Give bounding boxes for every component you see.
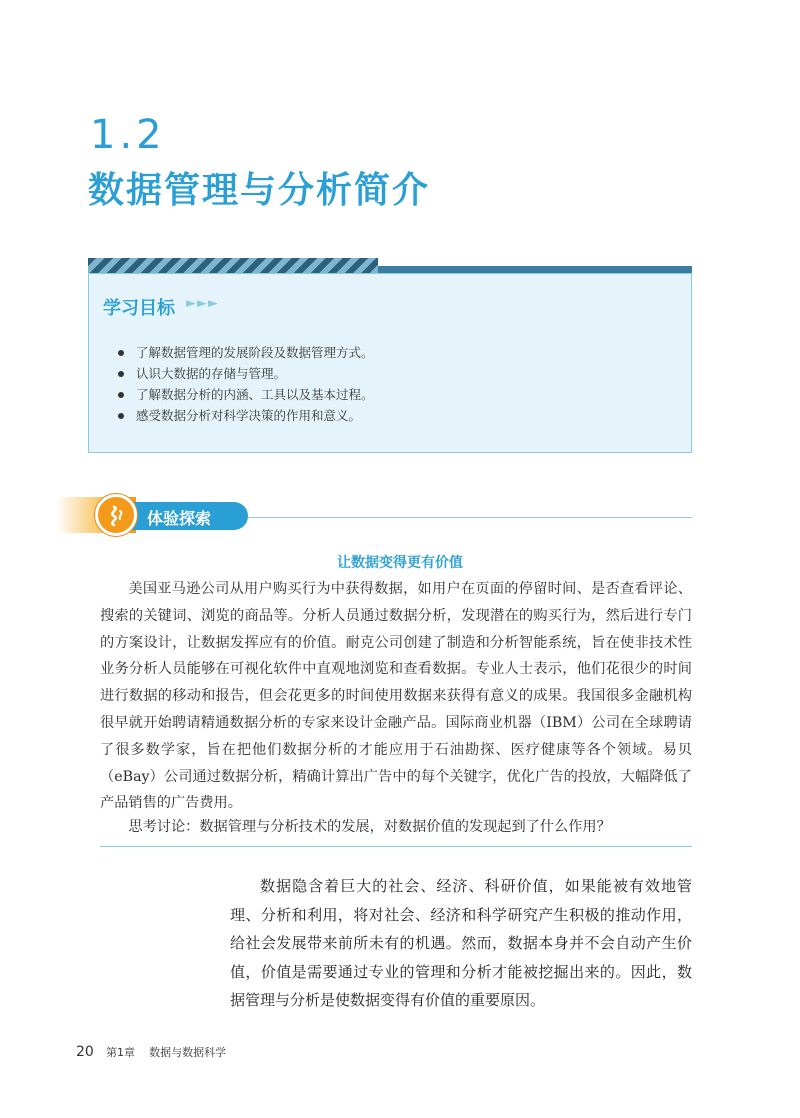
arrows-icon: ►►► <box>186 296 219 311</box>
objectives-list <box>116 342 374 426</box>
objective-item: 了解数据分析的内涵、工具以及基本过程。 <box>116 384 374 405</box>
page-number: 20 <box>76 1044 94 1060</box>
wave-icon <box>107 505 127 527</box>
page-footer <box>76 1044 226 1060</box>
chapter-number: 第1章 <box>105 1046 135 1059</box>
explore-divider <box>248 517 692 518</box>
section-number: 1.2 <box>90 112 166 158</box>
explore-badge <box>95 494 137 536</box>
objectives-title: 学习目标 <box>103 298 175 319</box>
chapter-title: 数据与数据科学 <box>149 1046 227 1059</box>
objectives-header-bar <box>378 266 692 273</box>
main-paragraph: 数据隐含着巨大的社会、经济、科研价值，如果能被有效地管理、分析和利用，将对社会、经济和科学研究产生积极的推动作用，给社会发展带来前所未有的机遇。然而，数据本身并不会自动产生价值，价值是需要通过专业的管理和分析才能被挖掘出来的。因此，数据管理与分析是使数据变得有价值的重要原因。 <box>230 877 692 1009</box>
story-paragraph: 美国亚马逊公司从用户购买行为中获得数据，如用户在页面的停留时间、是否查看评论、搜索的关键词、浏览的商品等。分析人员通过数据分析，发现潜在的购买行为，然后进行专门的方案设计，让数据发挥应有的价值。耐克公司创建了制造和分析智能系统，旨在使非技术性业务分析人员能够在可视化软件中直观地浏览和查看数据。专业人士表示，他们花很少的时间进行数据的移动和报告，但会花更多的时间使用数据来获得有意义的成果。我国很多金融机构很早就开始聘请精通数据分析的专家来设计金融产品。国际商业机器（IBM）公司在全球聘请了很多数学家，旨在把他们数据分析的才能应用于石油勘探、医疗健康等各个领域。易贝（eBay）公司通过数据分析，精确计算出广告中的每个关键字，优化广告的投放，大幅降低了产品销售的广告费用。 <box>100 581 692 812</box>
objectives-header-stripe <box>88 258 378 273</box>
objective-item: 了解数据管理的发展阶段及数据管理方式。 <box>116 342 374 363</box>
story-divider <box>100 846 692 847</box>
objective-item: 感受数据分析对科学决策的作用和意义。 <box>116 405 374 426</box>
section-title: 数据管理与分析简介 <box>88 170 431 211</box>
discussion-prompt: 思考讨论：数据管理与分析技术的发展，对数据价值的发现起到了什么作用？ <box>128 819 611 835</box>
story-title: 让数据变得更有价值 <box>337 555 463 571</box>
objective-item: 认识大数据的存储与管理。 <box>116 363 374 384</box>
explore-label: 体验探索 <box>147 509 212 528</box>
